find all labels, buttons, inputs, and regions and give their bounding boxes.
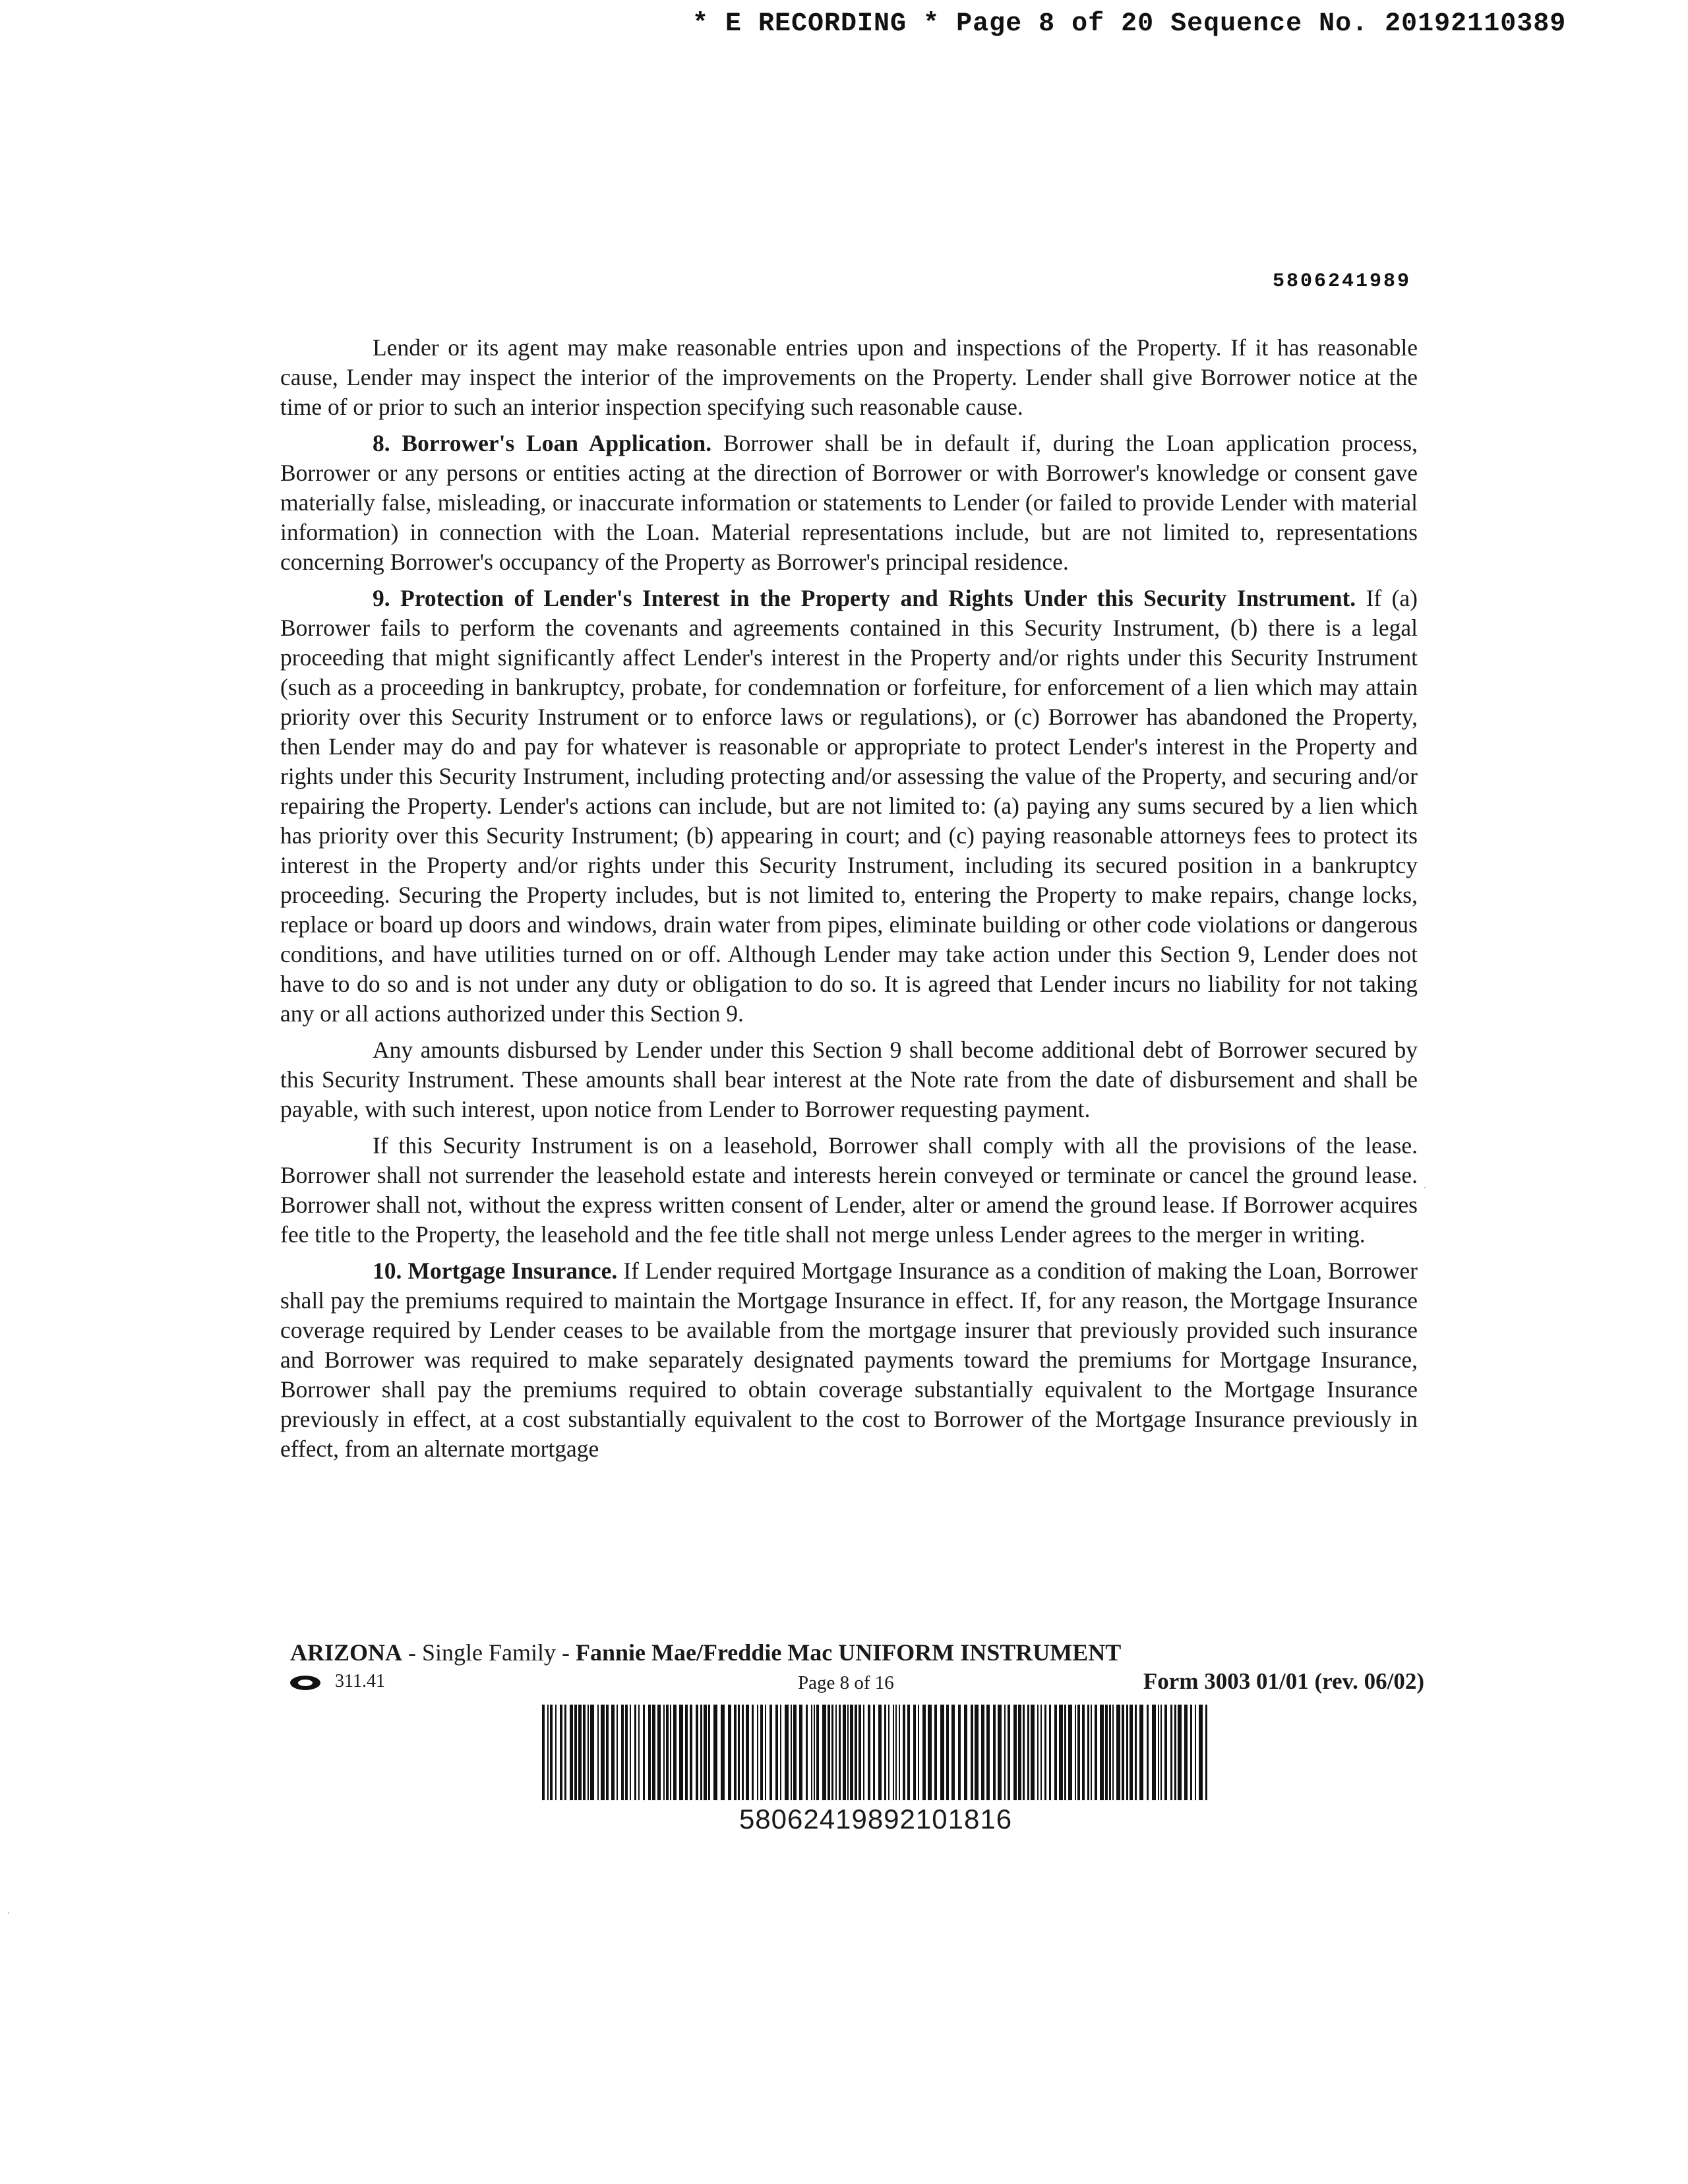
barcode-bar: [542, 1705, 545, 1800]
section-8-text: Borrower shall be in default if, during the Loan application process, Borrower or any persons or entities acting at the direction of Borrower or with Borrower's knowledge or consent gave materially false, misleading, or inaccurate information or statements to Lender (or failed to provide Lender with material information) in connection with the Loan. Material representations include, but are not limited to, representations concerning Borrower's occupancy of the Property as Borrower's principal residence.: [280, 430, 1418, 575]
barcode-bar: [765, 1705, 766, 1800]
barcode-bar: [638, 1705, 640, 1800]
barcode-bar: [1037, 1705, 1039, 1800]
barcode-bar: [1184, 1705, 1188, 1800]
barcode-bar: [704, 1705, 707, 1800]
barcode-bar: [1031, 1705, 1035, 1800]
barcode-bar: [583, 1705, 586, 1800]
footer-instrument-line: [290, 1639, 1411, 1666]
barcode-bar: [670, 1705, 671, 1800]
barcode-bar: [1170, 1705, 1172, 1800]
section-10-text: If Lender required Mortgage Insurance as a condition of making the Loan, Borrower shall pay the premiums required to maintain the Mortgage Insurance in effect. If, for any reason, the Mortgage Insurance coverage required by Lender ceases to be available from the mortgage insurer that previously provided such insurance and Borrower was required to make separately designated payments toward the premiums for Mortgage Insurance, Borrower shall pay the premiums required to obtain coverage substantially equivalent to the Mortgage Insurance previously in effect, at a cost substantially equivalent to the cost to Borrower of the Mortgage Insurance previously in effect, from an alternate mortgage: [280, 1258, 1418, 1462]
barcode-bar: [708, 1705, 710, 1800]
barcode-bar: [847, 1705, 849, 1800]
barcode-bar: [895, 1705, 897, 1800]
footer-instrument: Fannie Mae/Freddie Mac UNIFORM INSTRUMENT: [576, 1639, 1122, 1666]
barcode-bar: [814, 1705, 815, 1800]
barcode-bar: [928, 1705, 932, 1800]
barcode-bar: [888, 1705, 889, 1800]
paragraph-inspection: Lender or its agent may make reasonable entries upon and inspections of the Property. If it has reasonable cause, Lender may inspect the interior of the improvements on the Property. Lender shall give Borrower notice at the time of or prior to such an interior inspection specifying such reasonable cause.: [280, 334, 1418, 420]
barcode-bar: [643, 1705, 645, 1800]
vmp-logo-icon: [290, 1676, 320, 1690]
barcode-bar: [850, 1705, 853, 1800]
barcode-bar: [1027, 1705, 1029, 1800]
barcode-bar: [757, 1705, 758, 1800]
barcode-bar: [1105, 1705, 1108, 1800]
barcode-bar: [760, 1705, 763, 1800]
barcode-bar: [590, 1705, 594, 1800]
footer-form-code: 311.41: [290, 1671, 385, 1692]
barcode-bar: [1116, 1705, 1120, 1800]
barcode-bar: [630, 1705, 631, 1800]
barcode-bar: [1054, 1705, 1057, 1800]
barcode-bar: [1049, 1705, 1051, 1800]
barcode-bar: [1008, 1705, 1010, 1800]
barcode-bar: [831, 1705, 833, 1800]
footer-form-number: Form 3003 01/01 (rev. 06/02): [1143, 1668, 1424, 1694]
barcode-bar: [913, 1705, 916, 1800]
barcode-bar: [918, 1705, 919, 1800]
barcode-bar: [1100, 1705, 1104, 1800]
barcode-bar: [1112, 1705, 1114, 1800]
barcode-bar: [621, 1705, 624, 1800]
barcode-bar: [601, 1705, 605, 1800]
loan-number: 5806241989: [1272, 270, 1411, 293]
barcode-bar: [811, 1705, 812, 1800]
barcode-bar: [958, 1705, 961, 1800]
barcode-bar: [873, 1705, 875, 1800]
scan-speck: [1424, 1187, 1426, 1188]
barcode-bar: [816, 1705, 819, 1800]
barcode-bar: [859, 1705, 861, 1800]
barcode-bar: [1122, 1705, 1124, 1800]
barcode-bar: [685, 1705, 688, 1800]
barcode-bar: [634, 1705, 636, 1800]
barcode-bar: [946, 1705, 949, 1800]
section-9-text: If (a) Borrower fails to perform the covenants and agreements contained in this Security Instrument, (b) there is a legal proceeding that might significantly affect Lender's interest in the Property and/or rights under this Security Instrument (such as a proceeding in bankruptcy, probate, for condemnation or forfeiture, for enforcement of a lien which may attain priority over this Security Instrument or to enforce laws or regulations), or (c) Borrower has abandoned the Property, then Lender may do and pay for whatever is reasonable or appropriate to protect Lender's interest in the Property and rights under this Security Instrument, including protecting and/or assessing the value of the Property, and securing and/or repairing the Property. Lender's actions can include, but are not limited to: (a) paying any sums secured by a lien which has priority over this Security Instrument; (b) appearing in court; and (c) paying reasonable attorneys fees to protect its interest in the Property and/or rights under this Security Instrument, including its secured position in a bankruptcy proceeding. Securing the Property includes, but is not limited to, entering the Property to make repairs, change locks, replace or board up doors and windows, drain water from pipes, eliminate building or other code violations or dangerous conditions, and have utilities turned on or off. Although Lender may take action under this Section 9, Lender does not have to do so and is not under any duty or obligation to do so. It is agreed that Lender incurs no liability for not taking any or all actions authorized under this Section 9.: [280, 585, 1418, 1027]
barcode-bar: [1135, 1705, 1137, 1800]
barcode-bar: [588, 1705, 589, 1800]
barcode-bar: [1004, 1705, 1006, 1800]
recording-header: * E RECORDING * Page 8 of 20 Sequence No. 20192110389: [692, 9, 1567, 39]
barcode-bar: [1109, 1705, 1111, 1800]
barcode-bar: [907, 1705, 910, 1800]
section-10: [280, 1256, 1418, 1464]
barcode-bar: [700, 1705, 702, 1800]
section-9-heading: 9. Protection of Lender's Interest in the Property and Rights Under this Security Instrument.: [373, 585, 1356, 611]
barcode-bar: [934, 1705, 937, 1800]
barcode-bar: [863, 1705, 864, 1800]
barcode-bar: [663, 1705, 665, 1800]
barcode-bar: [652, 1705, 655, 1800]
barcode-bar: [1205, 1705, 1207, 1800]
paragraph-amounts: Any amounts disbursed by Lender under this Section 9 shall become additional debt of Borrower secured by this Security Instrument. These amounts shall bear interest at the Note rate from the date of disbursement and shall be payable, with such interest, upon notice from Lender to Borrower requesting payment.: [280, 1037, 1418, 1122]
barcode-bar: [1095, 1705, 1097, 1800]
barcode-bar: [1075, 1705, 1076, 1800]
barcode-bar: [611, 1705, 615, 1800]
barcode-bar: [617, 1705, 618, 1800]
barcode-bar: [690, 1705, 692, 1800]
footer-page-number: Page 8 of 16: [798, 1672, 894, 1693]
barcode-bar: [648, 1705, 651, 1800]
barcode-bar: [746, 1705, 749, 1800]
footer-state: ARIZONA: [290, 1639, 403, 1666]
barcode-bar: [964, 1705, 967, 1800]
barcode-bar: [971, 1705, 973, 1800]
barcode-bar: [734, 1705, 737, 1800]
barcode-bar: [793, 1705, 797, 1800]
barcode-bar: [993, 1705, 996, 1800]
barcode-bar: [752, 1705, 754, 1800]
barcode-bar: [986, 1705, 990, 1800]
barcode-bar: [721, 1705, 725, 1800]
barcode-bar: [1126, 1705, 1128, 1800]
barcode-bar: [998, 1705, 1002, 1800]
barcode-bar: [884, 1705, 886, 1800]
barcode-bar: [1064, 1705, 1066, 1800]
barcode-bar: [1018, 1705, 1021, 1800]
barcode-bar: [769, 1705, 772, 1800]
barcode-bar: [578, 1705, 582, 1800]
barcode-number: 58062419892101816: [738, 1804, 1013, 1835]
barcode-bar: [835, 1705, 837, 1800]
barcode-bar: [1164, 1705, 1167, 1800]
barcode-bar: [570, 1705, 573, 1800]
barcode-bar: [878, 1705, 882, 1800]
barcode-bar: [713, 1705, 717, 1800]
barcode-bar: [1087, 1705, 1089, 1800]
section-9: [280, 584, 1418, 1029]
barcode-bar: [550, 1705, 553, 1800]
document-body: [280, 333, 1418, 1471]
barcode-bar: [855, 1705, 857, 1800]
barcode-bar: [1174, 1705, 1176, 1800]
barcode-bar: [1044, 1705, 1046, 1800]
barcode-bar: [903, 1705, 905, 1800]
barcode-bar: [738, 1705, 740, 1800]
barcode-bar: [1195, 1705, 1196, 1800]
barcode-bar: [822, 1705, 826, 1800]
barcode-bar: [1013, 1705, 1017, 1800]
barcode-bar: [666, 1705, 669, 1800]
barcode-bar: [828, 1705, 830, 1800]
barcode-bar: [1130, 1705, 1133, 1800]
barcode-bar: [574, 1705, 577, 1800]
barcode-bar: [868, 1705, 870, 1800]
barcode-bar: [843, 1705, 846, 1800]
section-8-heading: 8. Borrower's Loan Application.: [373, 430, 712, 456]
barcode-bar: [1160, 1705, 1162, 1800]
barcode-bar: [1040, 1705, 1042, 1800]
barcode-bar: [657, 1705, 661, 1800]
barcode-bar: [547, 1705, 549, 1800]
barcode-bar: [839, 1705, 841, 1800]
barcode-bar: [606, 1705, 609, 1800]
section-8: [280, 429, 1418, 577]
barcode-bar: [1077, 1705, 1080, 1800]
paragraph-leasehold: If this Security Instrument is on a leasehold, Borrower shall comply with all the provisions of the lease. Borrower shall not surrender the leasehold estate and interests herein conveyed or terminate or cancel the ground lease. Borrower shall not, without the express written consent of Lender, alter or amend the ground lease. If Borrower acquires fee title to the Property, the leasehold and the fee title shall not merge unless Lender agrees to the merger in writing.: [280, 1132, 1418, 1248]
barcode-bar: [742, 1705, 744, 1800]
barcode-bar: [780, 1705, 781, 1800]
barcode-bar: [940, 1705, 944, 1800]
barcode-bar: [1199, 1705, 1203, 1800]
barcode-bar: [1091, 1705, 1092, 1800]
barcode-bar: [1139, 1705, 1143, 1800]
barcode-bar: [893, 1705, 894, 1800]
barcode-bar: [1082, 1705, 1085, 1800]
scan-speck: [8, 1912, 9, 1914]
barcode-bar: [1178, 1705, 1182, 1800]
barcode-bar: [975, 1705, 979, 1800]
barcode-bar: [1147, 1705, 1149, 1800]
barcode-bar: [951, 1705, 955, 1800]
section-10-heading: 10. Mortgage Insurance.: [373, 1258, 618, 1284]
barcode-bar: [1068, 1705, 1072, 1800]
barcode-bar: [555, 1705, 557, 1800]
barcode-bar: [775, 1705, 778, 1800]
barcode-bar: [597, 1705, 599, 1800]
barcode-bar: [696, 1705, 698, 1800]
barcode-bar: [981, 1705, 984, 1800]
barcode-bar: [564, 1705, 566, 1800]
barcode-bar: [799, 1705, 802, 1800]
barcode-icon: [542, 1705, 1209, 1800]
barcode-bar: [679, 1705, 683, 1800]
barcode-bar: [1059, 1705, 1063, 1800]
barcode-bar: [560, 1705, 562, 1800]
barcode-bar: [625, 1705, 628, 1800]
footer-separator: - Single Family -: [402, 1639, 576, 1666]
footer-form-line: [290, 1668, 1424, 1695]
barcode-bar: [1152, 1705, 1156, 1800]
barcode-bar: [1023, 1705, 1025, 1800]
barcode-bar: [791, 1705, 792, 1800]
barcode-bar: [1190, 1705, 1192, 1800]
barcode-bar: [899, 1705, 900, 1800]
barcode-bar: [785, 1705, 789, 1800]
barcode-bar: [1158, 1705, 1159, 1800]
barcode-bar: [728, 1705, 731, 1800]
barcode-bar: [922, 1705, 926, 1800]
barcode-bar: [806, 1705, 808, 1800]
barcode-bar: [673, 1705, 677, 1800]
